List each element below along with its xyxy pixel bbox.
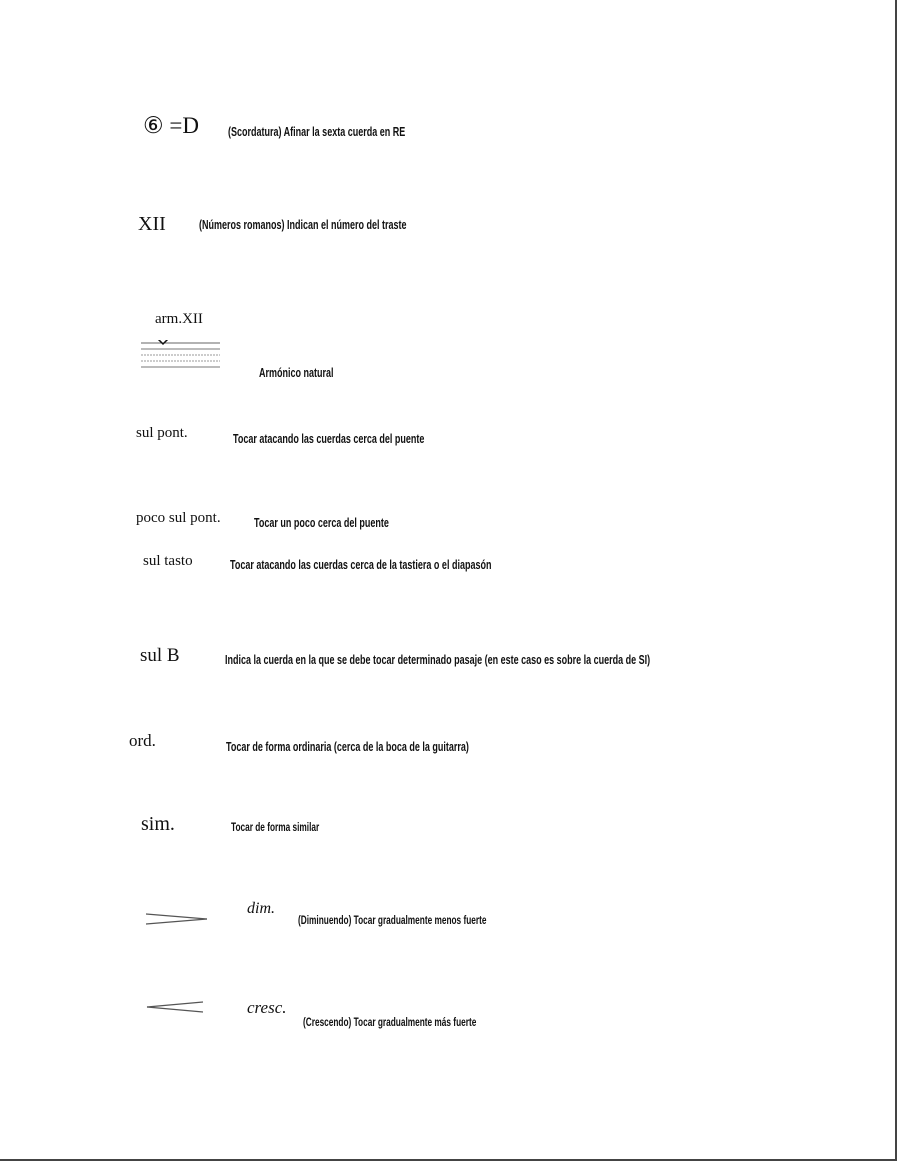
- crescendo-description: (Crescendo) Tocar gradualmente más fuerte: [303, 1017, 477, 1029]
- scordatura-description: (Scordatura) Afinar la sexta cuerda en RE: [228, 125, 406, 139]
- sul-tasto-description: Tocar atacando las cuerdas cerca de la tastiera o el diapasón: [230, 558, 492, 572]
- sul-b-symbol: sul B: [140, 645, 180, 666]
- crescendo-symbol: cresc.: [247, 998, 287, 1017]
- scordatura-symbol: ⑥ =D: [143, 113, 199, 138]
- crescendo-hairpin-icon: [146, 1000, 204, 1014]
- sul-pont-symbol: sul pont.: [136, 425, 188, 441]
- diminuendo-description: (Diminuendo) Tocar gradualmente menos fuerte: [298, 915, 487, 927]
- harmonic-staff-icon: [141, 340, 220, 370]
- sul-pont-description: Tocar atacando las cuerdas cerca del puente: [233, 432, 425, 446]
- sim-description: Tocar de forma similar: [231, 822, 320, 834]
- sul-tasto-symbol: sul tasto: [143, 553, 193, 569]
- harmonic-description: Armónico natural: [259, 366, 334, 380]
- sim-symbol: sim.: [141, 813, 175, 835]
- ord-symbol: ord.: [129, 731, 156, 750]
- sul-b-description: Indica la cuerda en la que se debe tocar determinado pasaje (en este caso es sobre la cuerda de SI): [225, 653, 651, 667]
- diminuendo-hairpin-icon: [146, 912, 208, 926]
- roman-numeral-symbol: XII: [138, 213, 166, 235]
- diminuendo-symbol: dim.: [247, 900, 275, 917]
- ord-description: Tocar de forma ordinaria (cerca de la boca de la guitarra): [226, 740, 469, 754]
- roman-numeral-description: (Números romanos) Indican el número del traste: [199, 218, 407, 232]
- poco-sul-pont-description: Tocar un poco cerca del puente: [254, 516, 389, 530]
- poco-sul-pont-symbol: poco sul pont.: [136, 510, 221, 526]
- harmonic-symbol: arm.XII: [155, 311, 203, 327]
